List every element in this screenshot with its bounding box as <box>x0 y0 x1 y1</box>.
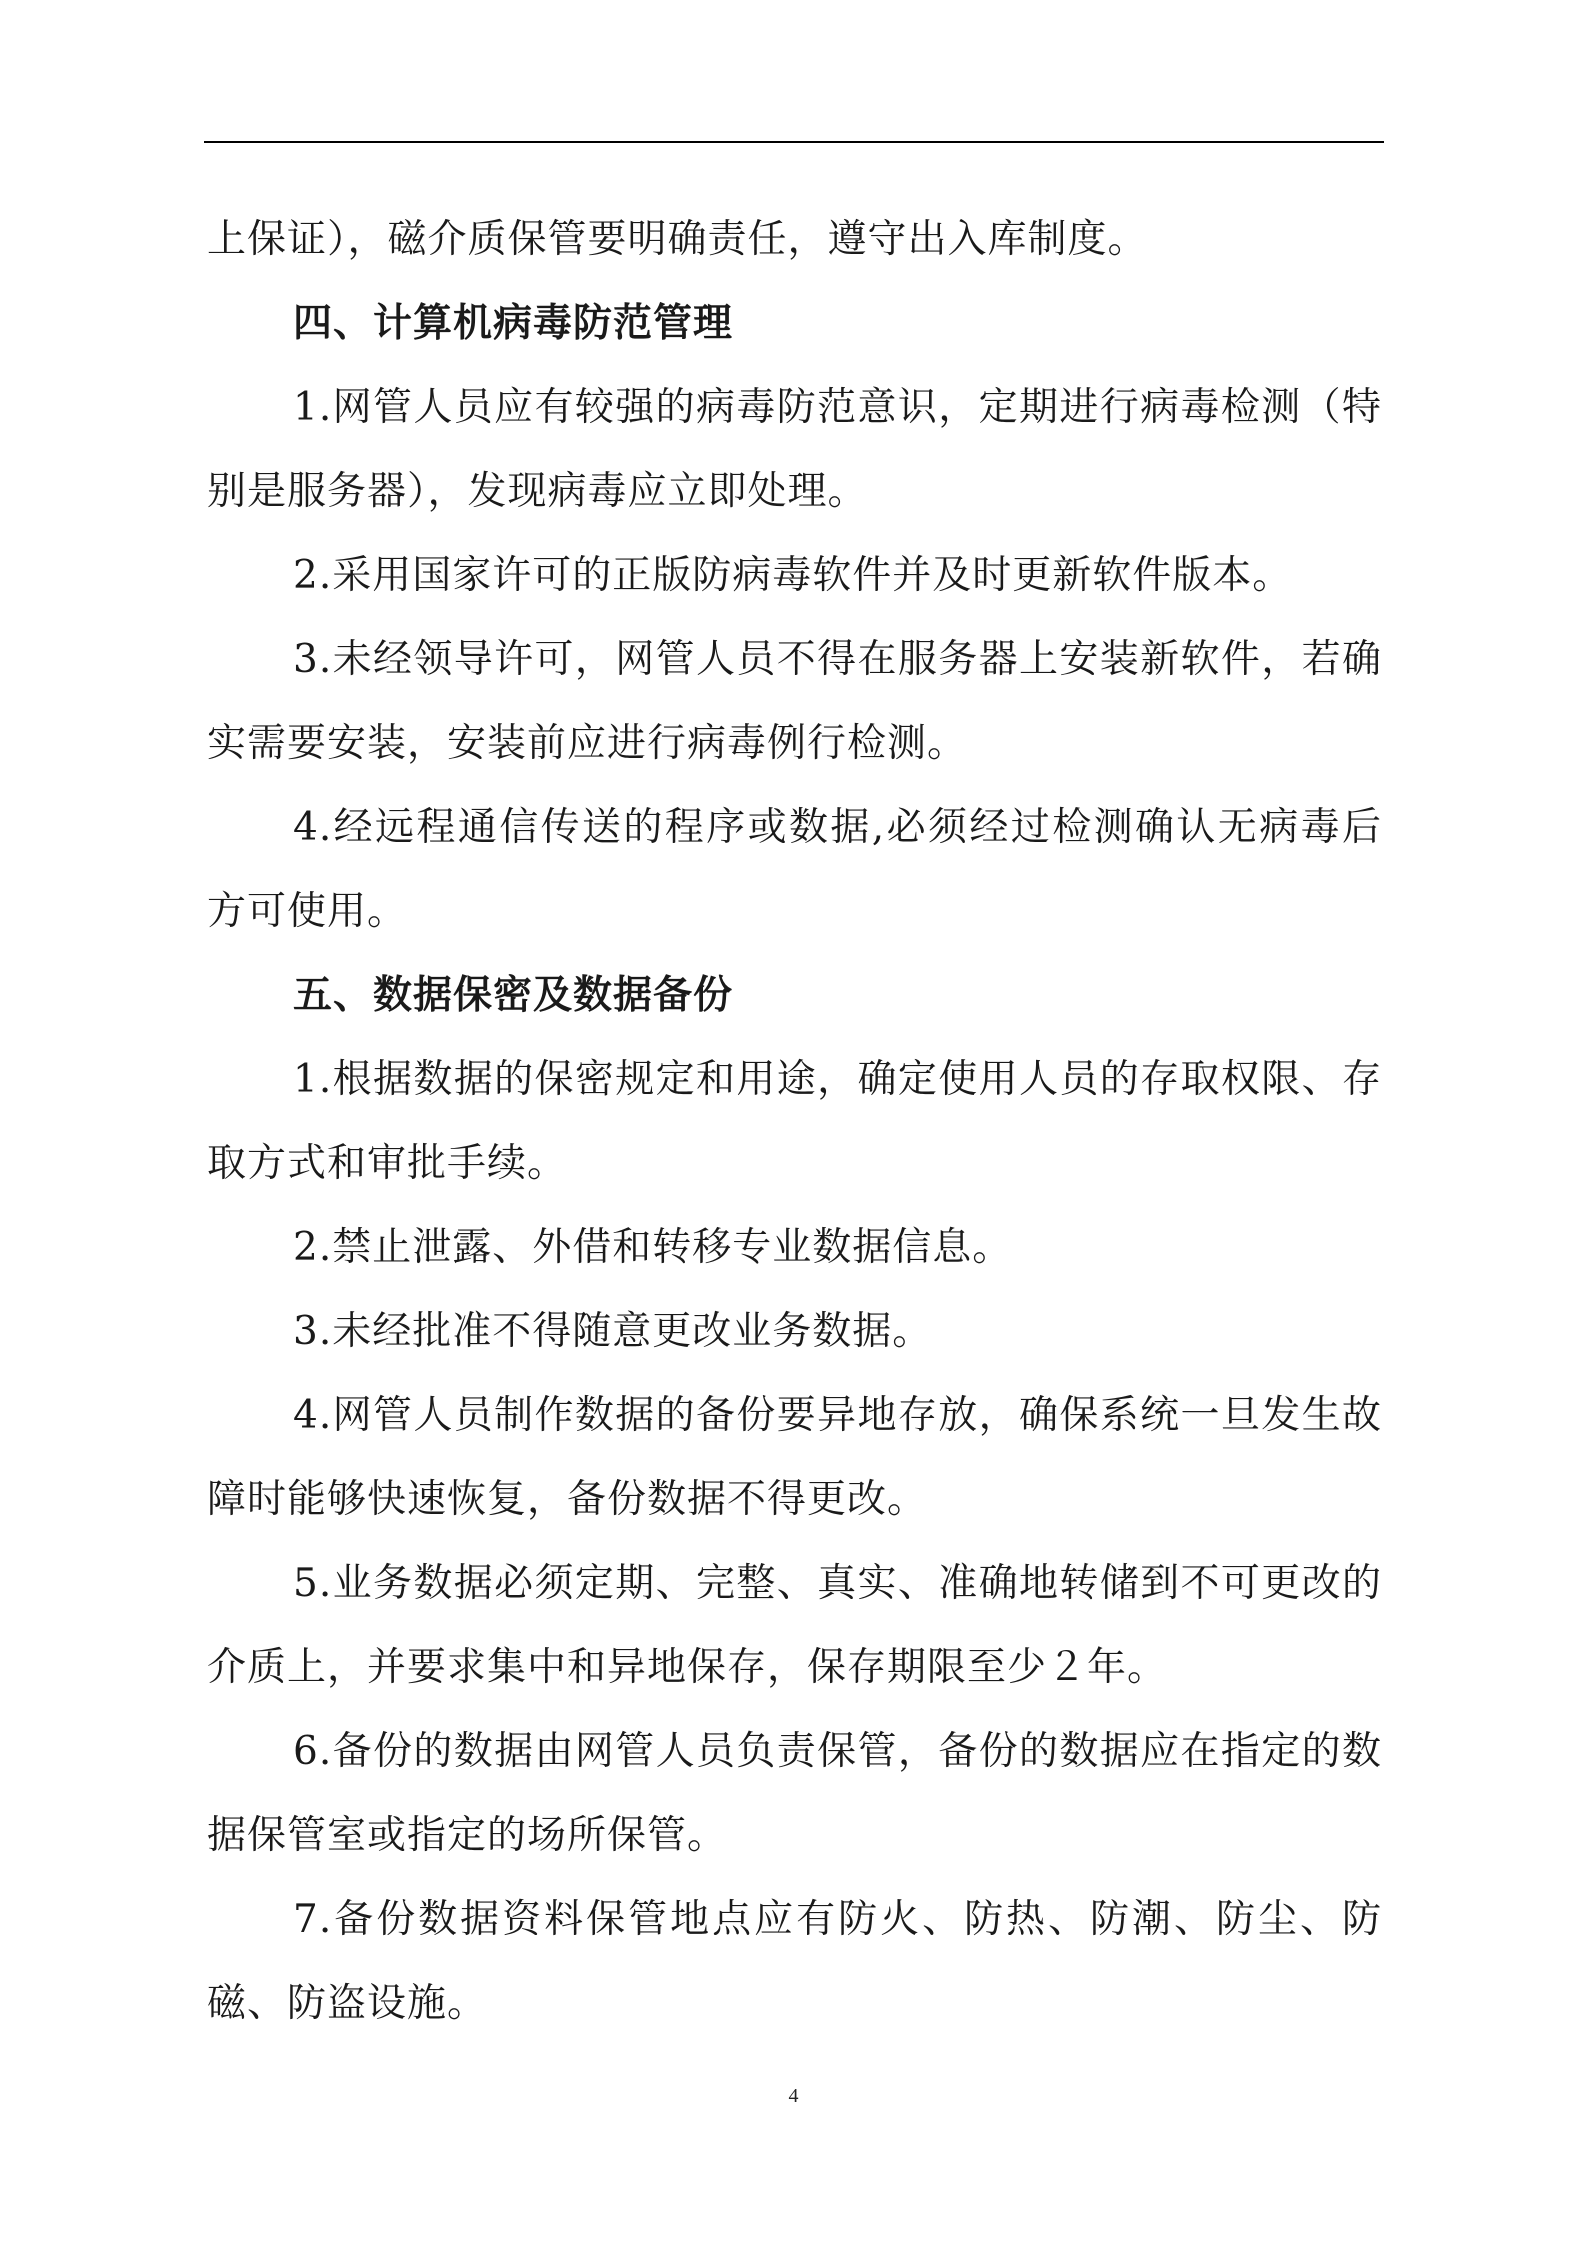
section-heading-data-security: 五、数据保密及数据备份 <box>293 973 734 1018</box>
document-body <box>207 198 1382 2046</box>
paragraph-virus-item-3: 3.未经领导许可，网管人员不得在服务器上安装新软件，若确实需要安装，安装前应进行病毒例行检测。 <box>207 637 1382 766</box>
paragraph-data-item-4: 4.网管人员制作数据的备份要异地存放，确保系统一旦发生故障时能够快速恢复，备份数据不得更改。 <box>207 1393 1382 1522</box>
paragraph-data-item-1: 1.根据数据的保密规定和用途，确定使用人员的存取权限、存取方式和审批手续。 <box>207 1057 1382 1186</box>
section-heading-virus-prevention: 四、计算机病毒防范管理 <box>293 301 734 346</box>
paragraph-continuation: 上保证），磁介质保管要明确责任，遵守出入库制度。 <box>207 217 1148 262</box>
paragraph-virus-item-1: 1.网管人员应有较强的病毒防范意识，定期进行病毒检测（特别是服务器），发现病毒应立即处理。 <box>207 385 1382 514</box>
paragraph-virus-item-4: 4.经远程通信传送的程序或数据,必须经过检测确认无病毒后方可使用。 <box>207 805 1382 934</box>
paragraph-virus-item-2: 2.采用国家许可的正版防病毒软件并及时更新软件版本。 <box>293 553 1293 598</box>
paragraph-data-item-7: 7.备份数据资料保管地点应有防火、防热、防潮、防尘、防磁、防盗设施。 <box>207 1897 1382 2026</box>
paragraph-data-item-3: 3.未经批准不得随意更改业务数据。 <box>293 1309 933 1354</box>
paragraph-data-item-2: 2.禁止泄露、外借和转移专业数据信息。 <box>293 1225 1013 1270</box>
header-rule <box>204 141 1384 143</box>
paragraph-data-item-5: 5.业务数据必须定期、完整、真实、准确地转储到不可更改的介质上，并要求集中和异地保存，保存期限至少２年。 <box>207 1561 1382 1690</box>
page-number: 4 <box>788 2085 799 2107</box>
paragraph-data-item-6: 6.备份的数据由网管人员负责保管，备份的数据应在指定的数据保管室或指定的场所保管。 <box>207 1729 1382 1858</box>
